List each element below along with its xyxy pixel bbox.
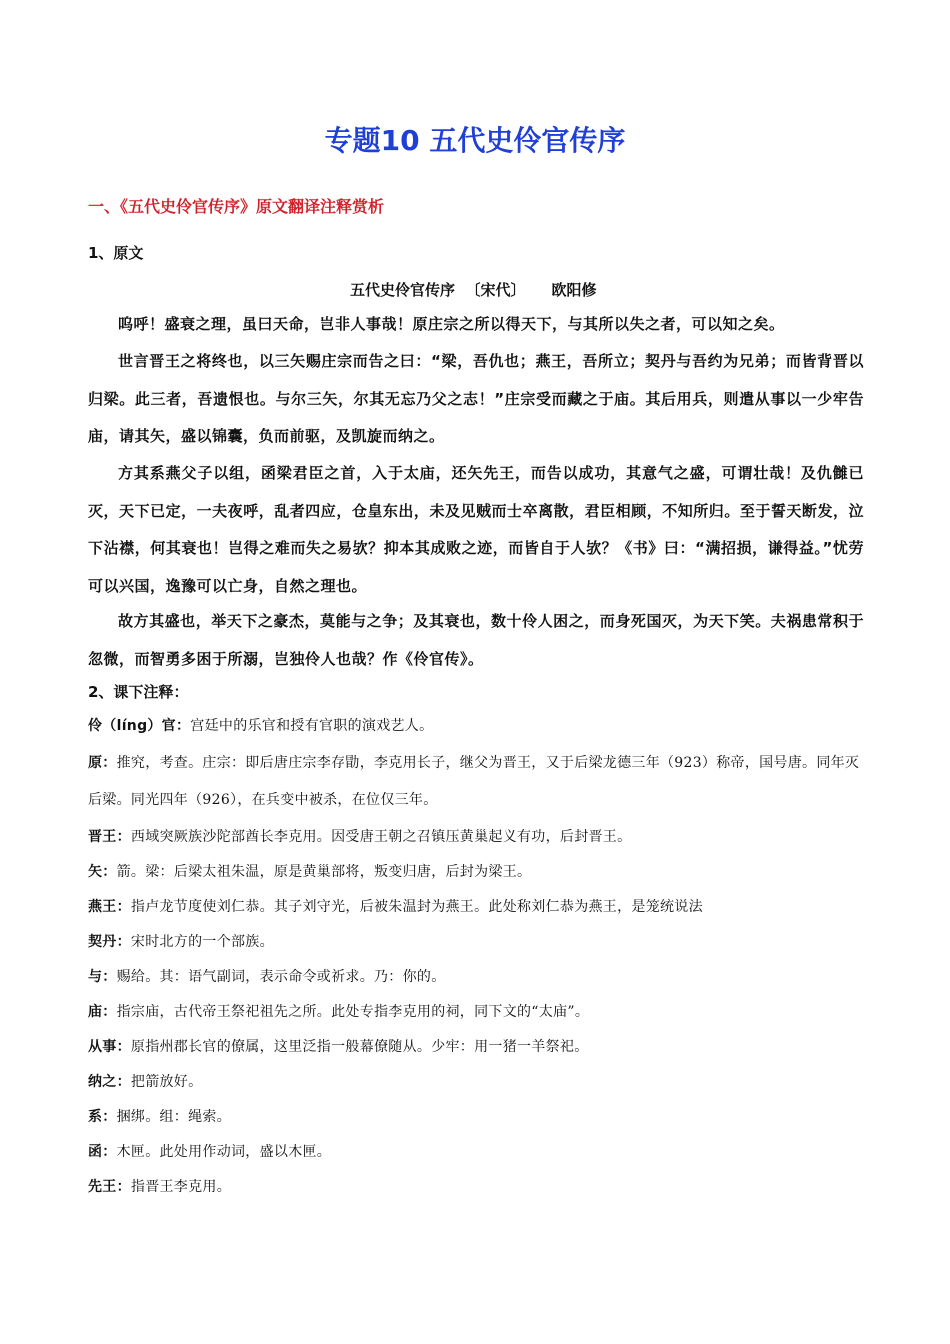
note-item: [88, 1064, 864, 1101]
note-text: 西域突厥族沙陀部酋长李克用。因受唐王朝之召镇压黄巢起义有功，后封晋王。: [130, 829, 632, 845]
note-term: 伶（líng）官：: [88, 718, 191, 734]
note-text: 捆绑。组：绳索。: [116, 1109, 232, 1125]
note-text: 把箭放好。: [130, 1074, 203, 1090]
note-term: 矢：: [88, 864, 117, 880]
paragraph: 故方其盛也，举天下之豪杰，莫能与之争；及其衰也，数十伶人困之，而身死国灭，为天下笑。夫祸患常积于忽微，而智勇多困于所溺，岂独伶人也哉？作《伶官传》。: [88, 612, 864, 668]
note-term: 从事：: [88, 1039, 131, 1055]
note-term: 燕王：: [88, 899, 131, 915]
note-text: 宋时北方的一个部族。: [130, 934, 274, 950]
paragraph: 世言晋王之将终也，以三矢赐庄宗而告之曰：“梁，吾仇也；燕王，吾所立；契丹与吾约为兄弟；而皆背晋以归梁。此三者，吾遗恨也。与尔三矢，尔其无忘乃父之志！”庄宗受而藏之于庙。其后用兵，则遣从事以一少牢告庙，请其矢，盛以锦囊，负而前驱，及凯旋而纳之。: [88, 352, 864, 445]
note-item: [88, 1029, 864, 1066]
note-item: [88, 819, 864, 856]
note-item: [88, 1169, 864, 1206]
text-byline: 五代史伶官传序 〔宋代〕 欧阳修: [350, 281, 597, 299]
note-item: [88, 959, 864, 996]
note-term: 纳之：: [88, 1074, 131, 1090]
paragraph: 呜呼！盛衰之理，虽曰天命，岂非人事哉！原庄宗之所以得天下，与其所以失之者，可以知之矣。: [118, 315, 785, 333]
note-item: [88, 1099, 864, 1136]
note-text: 宫廷中的乐官和授有官职的演戏艺人。: [190, 718, 434, 734]
note-term: 原：: [88, 755, 117, 771]
note-item: [88, 708, 864, 745]
note-text: 指卢龙节度使刘仁恭。其子刘守光，后被朱温封为燕王。此处称刘仁恭为燕王，是笼统说法: [130, 899, 703, 915]
note-term: 晋王：: [88, 829, 131, 845]
paragraph: 方其系燕父子以组，函梁君臣之首，入于太庙，还矢先王，而告以成功，其意气之盛，可谓壮哉！及仇雠已灭，天下已定，一夫夜呼，乱者四应，仓皇东出，未及见贼而士卒离散，君臣相顾，不知所归。至于誓天断发，泣下沾襟，何其衰也！岂得之难而失之易欤？抑本其成败之迹，而皆自于人欤？《书》曰：“满招损，谦得益。”忧劳可以兴国，逸豫可以亡身，自然之理也。: [88, 464, 864, 595]
note-text: 推究，考查。庄宗：即后唐庄宗李存勖，李克用长子，继父为晋王，又于后梁龙德三年（923）称帝，国号唐。同年灭后梁。同光四年（926），在兵变中被杀，在位仅三年。: [88, 755, 860, 808]
note-item: [88, 1134, 864, 1171]
note-text: 箭。梁：后梁太祖朱温，原是黄巢部将，叛变归唐，后封为梁王。: [116, 864, 532, 880]
note-term: 与：: [88, 969, 117, 985]
note-term: 先王：: [88, 1179, 131, 1195]
note-item: [88, 994, 864, 1031]
note-term: 庙：: [88, 1004, 117, 1020]
note-text: 指晋王李克用。: [130, 1179, 232, 1195]
note-item: [88, 889, 864, 926]
note-text: 指宗庙，古代帝王祭祀祖先之所。此处专指李克用的祠，同下文的“太庙”。: [116, 1004, 590, 1020]
note-text: 木匣。此处用作动词，盛以木匣。: [116, 1144, 332, 1160]
note-text: 原指州郡长官的僚属，这里泛指一般幕僚随从。少牢：用一猪一羊祭祀。: [130, 1039, 589, 1055]
note-item: [88, 745, 864, 819]
note-term: 函：: [88, 1144, 117, 1160]
document-title: 专题10 五代史伶官传序: [324, 124, 626, 157]
subsection-notes: 2、课下注释：: [88, 683, 189, 701]
note-item: [88, 924, 864, 961]
note-term: 系：: [88, 1109, 117, 1125]
subsection-original-text: 1、原文: [88, 244, 144, 262]
note-text: 赐给。其：语气副词，表示命令或祈求。乃：你的。: [116, 969, 446, 985]
section-heading: 一、《五代史伶官传序》原文翻译注释赏析: [88, 197, 385, 216]
note-term: 契丹：: [88, 934, 131, 950]
note-item: [88, 854, 864, 891]
